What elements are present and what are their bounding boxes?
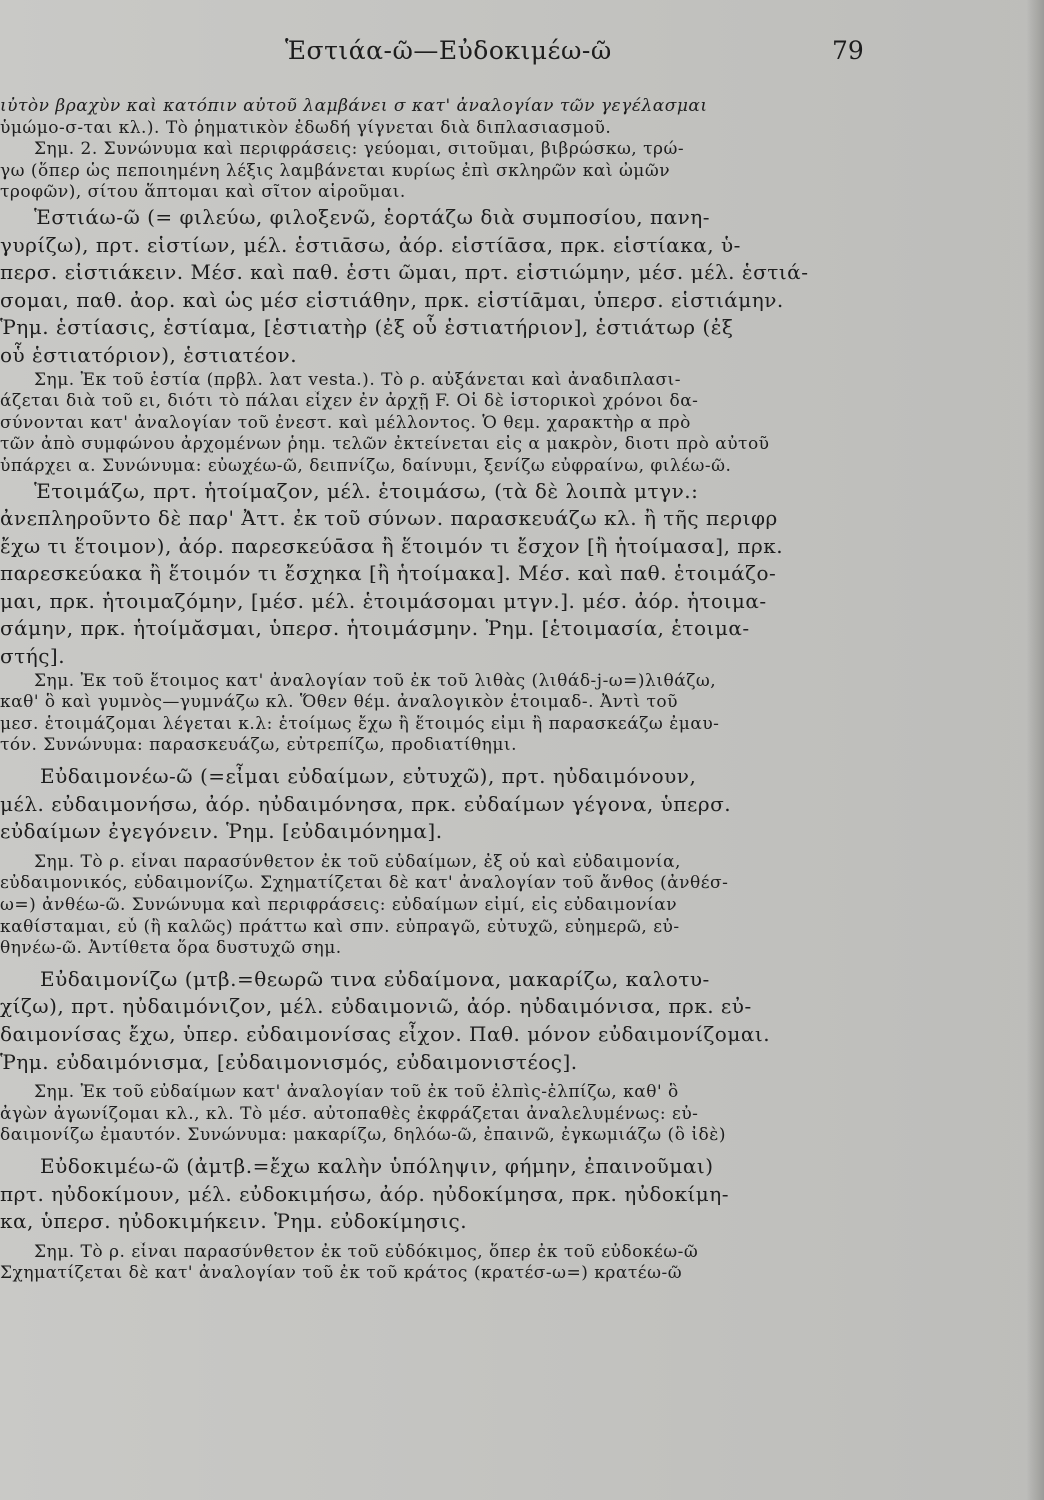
text-line: καθίσταμαι, εὖ (ἢ καλῶς) πράττω καὶ σπν. εὐπραγῶ, εὐτυχῶ, εὐημερῶ, εὐ- bbox=[0, 916, 680, 937]
text-line: ω=) ἀνθέω-ῶ. Συνώνυμα καὶ περιφράσεις: εὐδαίμων εἰμί, εἰς εὐδαιμονίαν bbox=[0, 895, 678, 915]
text-line: εὐδαίμων ἐγεγόνειν. Ῥημ. [εὐδαιμόνημα]. bbox=[0, 819, 443, 844]
text-line: κα, ὑπερσ. ηὐδοκιμήκειν. Ῥημ. εὐδοκίμησις. bbox=[0, 1209, 468, 1234]
page-number: 79 bbox=[832, 36, 864, 65]
text-line: τροφῶν), σίτου ἅπτομαι καὶ σῖτον αἱροῦμαι. bbox=[0, 182, 406, 203]
text-line: εὐδαιμονικός, εὐδαιμονίζω. Σχηματίζεται δὲ κατ' ἀναλογίαν τοῦ ἄνθος (ἀνθέσ- bbox=[0, 873, 729, 894]
text-line: ιὐτὸν βραχὺν καὶ κατόπιν αὐτοῦ λαμβάνει σ κατ' ἀναλογίαν τῶν γεγέλασμαι bbox=[0, 96, 708, 116]
headword-line: Ἑτοιμάζω, πρτ. ἡτοίμαζον, μέλ. ἑτοιμάσω, (τὰ δὲ λοιπὰ μτγν.: bbox=[34, 478, 699, 503]
text-line: άζεται διὰ τοῦ ει, διότι τὸ πάλαι εἶχεν ἐν ἀρχῇ F. Οἱ δὲ ἱστορικοὶ χρόνοι δα- bbox=[0, 391, 699, 412]
text-line: Σχηματίζεται δὲ κατ' ἀναλογίαν τοῦ ἐκ τοῦ κράτος (κρατέσ-ω=) κρατέω-ῶ bbox=[0, 1263, 683, 1284]
text-line: ἀνεπληροῦντο δὲ παρ' Ἀττ. ἐκ τοῦ σύνων. παρασκευάζω κλ. ἢ τῆς περιφρ bbox=[0, 506, 778, 531]
text-line: παρεσκεύακα ἢ ἕτοιμόν τι ἔσχηκα [ἢ ἡτοίμακα]. Μέσ. καὶ παθ. ἑτοιμάζο- bbox=[0, 561, 777, 586]
text-line: δαιμονίσας ἔχω, ὑπερ. εὐδαιμονίσας εἶχον. Παθ. μόνον εὐδαιμονίζομαι. bbox=[0, 1021, 771, 1046]
text-line: περσ. εἱστιάκειν. Μέσ. καὶ παθ. ἑστι ῶμαι, πρτ. εἱστιώμην, μέσ. μέλ. ἑστιά- bbox=[0, 260, 809, 285]
text-line: μαι, πρκ. ἡτοιμαζόμην, [μέσ. μέλ. ἑτοιμάσομαι μτγν.]. μέσ. ἀόρ. ἡτοιμα- bbox=[0, 588, 767, 613]
text-line: γω (ὅπερ ὡς πεποιημένη λέξις λαμβάνεται κυρίως ἐπὶ σκληρῶν καὶ ὠμῶν bbox=[0, 160, 671, 181]
text-line: σάμην, πρκ. ἡτοίμᾰσμαι, ὑπερσ. ἡτοιμάσμην. Ῥημ. [ἑτοιμασία, ἑτοιμα- bbox=[0, 616, 750, 641]
page-header bbox=[0, 36, 1044, 76]
text-line: Σημ. 2. Συνώνυμα καὶ περιφράσεις: γεύομαι, σιτοῦμαι, βιβρώσκω, τρώ- bbox=[34, 139, 685, 160]
text-line: Ῥημ. ἑστίασις, ἑστίαμα, [ἑστιατὴρ (ἐξ οὗ ἑστιατήριον], ἑστιάτωρ (ἐξ bbox=[0, 315, 734, 340]
text-line: μεσ. ἑτοιμάζομαι λέγεται κ.λ: ἑτοίμως ἔχω ἢ ἕτοιμός εἰμι ἢ παρασκεάζω ἐμαυ- bbox=[0, 713, 720, 734]
text-line: σομαι, παθ. ἀορ. καὶ ὡς μέσ εἱστιάθην, πρκ. εἱστίᾱμαι, ὑπερσ. εἱστιάμην. bbox=[0, 287, 784, 312]
page-body bbox=[0, 96, 1000, 1285]
text-line: Ῥημ. εὐδαιμόνισμα, [εὐδαιμονισμός, εὐδαιμονιστέος]. bbox=[0, 1049, 578, 1074]
text-line: καθ' ὃ καὶ γυμνὸς—γυμνάζω κλ. Ὅθεν θέμ. ἀναλογικὸν ἑτοιμαδ-. Ἀντὶ τοῦ bbox=[0, 692, 679, 713]
text-line: θηνέω-ῶ. Ἀντίθετα ὅρα δυστυχῶ σημ. bbox=[0, 938, 342, 959]
headword-line: Ἑστιάω-ῶ (= φιλεύω, φιλοξενῶ, ἑορτάζω διὰ συμποσίου, πανη- bbox=[34, 204, 711, 229]
text-line: ἔχω τι ἕτοιμον), ἀόρ. παρεσκεύᾱσα ἢ ἕτοιμόν τι ἔσχον [ἢ ἡτοίμασα], πρκ. bbox=[0, 533, 784, 558]
headword-line: Εὐδοκιμέω-ῶ (ἀμτβ.=ἔχω καλὴν ὑπόληψιν, φήμην, ἐπαινοῦμαι) bbox=[40, 1153, 714, 1178]
text-line: Σημ. Τὸ ρ. εἶναι παρασύνθετον ἐκ τοῦ εὐδόκιμος, ὅπερ ἐκ τοῦ εὐδοκέω-ῶ bbox=[34, 1241, 699, 1262]
text-line: οὗ ἑστιατόριον), ἑστιατέον. bbox=[0, 342, 298, 367]
text-line: Σημ. Τὸ ρ. εἶναι παρασύνθετον ἐκ τοῦ εὐδαίμων, ἐξ οὗ καὶ εὐδαιμονία, bbox=[34, 851, 681, 872]
text-line: μέλ. εὐδαιμονήσω, ἀόρ. ηὐδαιμόνησα, πρκ. εὐδαίμων γέγονα, ὑπερσ. bbox=[0, 791, 732, 816]
headword-line: Εὐδαιμονίζω (μτβ.=θεωρῶ τινα εὐδαίμονα, μακαρίζω, καλοτυ- bbox=[40, 966, 710, 991]
headword-line: Εὐδαιμονέω-ῶ (=εἶμαι εὐδαίμων, εὐτυχῶ), πρτ. ηὐδαιμόνουν, bbox=[40, 764, 697, 789]
text-line: ὑμώμο-σ-ται κλ.). Τὸ ῥηματικὸν ἐδωδή γίγνεται διὰ διπλασιασμοῦ. bbox=[0, 117, 612, 138]
text-line: Σημ. Ἐκ τοῦ εὐδαίμων κατ' ἀναλογίαν τοῦ ἐκ τοῦ ἐλπὶς-ἐλπίζω, καθ' ὃ bbox=[34, 1082, 679, 1103]
text-line: πρτ. ηὐδοκίμουν, μέλ. εὐδοκιμήσω, ἀόρ. ηὐδοκίμησα, πρκ. ηὐδοκίμη- bbox=[0, 1181, 730, 1206]
text-line: ἀγὼν ἀγωνίζομαι κλ., κλ. Τὸ μέσ. αὐτοπαθὲς ἐκφράζεται ἀναλελυμένως: εὐ- bbox=[0, 1103, 699, 1124]
text-line: ὑπάρχει α. Συνώνυμα: εὐωχέω-ῶ, δειπνίζω, δαίνυμι, ξενίζω εὐφραίνω, φιλέω-ῶ. bbox=[0, 455, 732, 476]
text-line: δαιμονίζω ἐμαυτόν. Συνώνυμα: μακαρίζω, δηλόω-ῶ, ἐπαινῶ, ἐγκωμιάζω (ὃ ἰδὲ) bbox=[0, 1125, 726, 1146]
text-line: γυρίζω), πρτ. εἱστίων, μέλ. ἑστιᾱσω, ἀόρ. εἱστίᾱσα, πρκ. εἱστίακα, ὑ- bbox=[0, 232, 741, 257]
text-line: χίζω), πρτ. ηὐδαιμόνιζον, μέλ. εὐδαιμονιῶ, ἀόρ. ηὐδαιμόνισα, πρκ. εὐ- bbox=[0, 994, 752, 1019]
text-line: Σημ. Ἐκ τοῦ ἕτοιμος κατ' ἀναλογίαν τοῦ ἐκ τοῦ λιθὰς (λιθάδ-j-ω=)λιθάζω, bbox=[34, 670, 717, 691]
text-line: τῶν ἀπὸ συμφώνου ἀρχομένων ῥημ. τελῶν ἐκτείνεται εἰς α μακρὸν, διοτι πρὸ αὐτοῦ bbox=[0, 434, 770, 455]
text-line: τόν. Συνώνυμα: παρασκευάζω, εὐτρεπίζω, προδιατίθημι. bbox=[0, 735, 517, 756]
text-line: Σημ. Ἐκ τοῦ ἑστία (πρβλ. λατ vesta.). Τὸ ρ. αὐξάνεται καὶ ἀναδιπλασι- bbox=[34, 369, 681, 390]
text-line: σύνονται κατ' ἀναλογίαν τοῦ ἐνεστ. καὶ μέλλοντος. Ὁ θεμ. χαρακτὴρ α πρὸ bbox=[0, 412, 691, 433]
running-title: Ἑστιάα-ῶ—Εὐδοκιμέω-ῶ bbox=[285, 36, 612, 65]
text-line: στής]. bbox=[0, 644, 66, 669]
